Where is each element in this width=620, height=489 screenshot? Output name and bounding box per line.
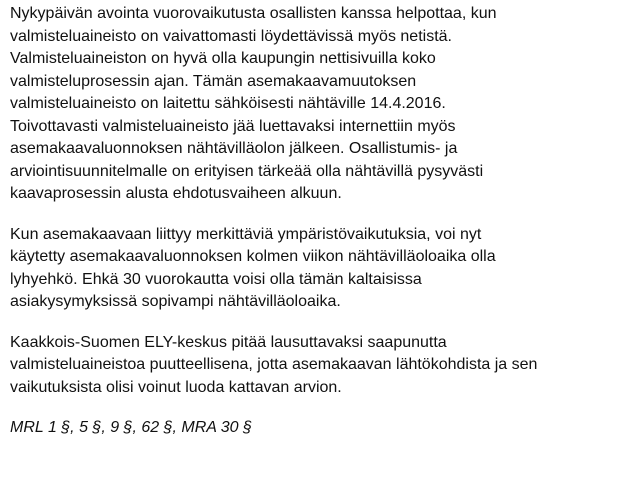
text-line: Nykypäivän avointa vuorovaikutusta osallisten kanssa helpottaa, kun	[10, 5, 497, 22]
text-line: vaikutuksista olisi voinut luoda kattavan arvion.	[10, 378, 342, 396]
text-line: valmisteluaineistoa puutteellisena, jotta asemakaavan lähtökohdista ja sen	[10, 356, 538, 373]
text-line: valmisteluaineisto on laitettu sähköisesti nähtäville 14.4.2016.	[10, 95, 446, 112]
paragraph-spacer	[10, 206, 620, 224]
text-line: valmisteluaineisto on vaivattomasti löydettävissä myös netistä.	[10, 27, 452, 45]
text-line: Kaakkois-Suomen ELY-keskus pitää lausuttavaksi saapunutta	[10, 333, 447, 351]
paragraph-spacer	[10, 399, 620, 417]
paragraph-viewing-period	[10, 224, 620, 314]
text-line: Valmisteluaineiston on hyvä olla kaupungin nettisivuilla koko	[10, 50, 436, 67]
text-line: valmisteluprosessin ajan. Tämän asemakaavamuutoksen	[10, 72, 417, 90]
paragraph-ely-statement	[10, 332, 620, 400]
text-line: arviointisuunnitelmalle on erityisen tärkeää olla nähtävillä pysyvästi	[10, 162, 484, 180]
text-line: asiakysymyksissä sopivampi nähtävilläoloaika.	[10, 293, 341, 310]
text-line: lyhyehkö. Ehkä 30 vuorokautta voisi olla tämän kaltaisissa	[10, 270, 422, 288]
text-line: asemakaavaluonnoksen nähtävilläolon jälkeen. Osallistumis- ja	[10, 140, 458, 157]
paragraph-online-materials	[10, 3, 620, 206]
text-line: kaavaprosessin alusta ehdotusvaiheen alkuun.	[10, 185, 342, 202]
legal-reference: MRL 1 §, 5 §, 9 §, 62 §, MRA 30 §	[10, 419, 252, 436]
paragraph-spacer	[10, 314, 620, 332]
text-line: Kun asemakaavaan liittyy merkittäviä ympäristövaikutuksia, voi nyt	[10, 225, 482, 243]
text-line: käytetty asemakaavaluonnoksen kolmen viikon nähtävilläoloaika olla	[10, 248, 496, 265]
text-line: Toivottavasti valmisteluaineisto jää luettavaksi internettiin myös	[10, 117, 456, 135]
